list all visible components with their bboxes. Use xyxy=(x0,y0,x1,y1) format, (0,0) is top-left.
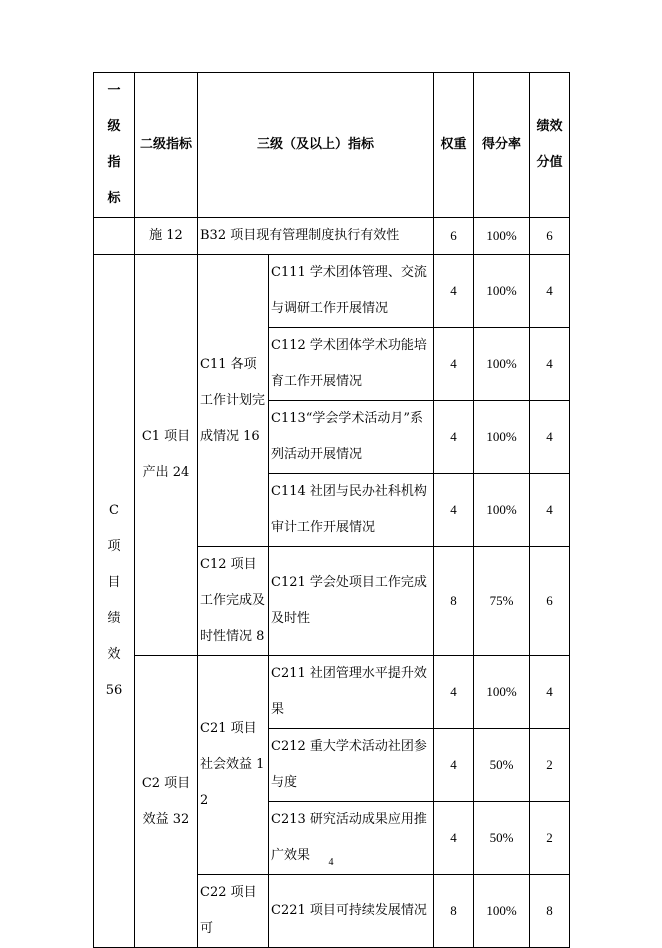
header-level2: 二级指标 xyxy=(135,73,198,218)
table-row xyxy=(94,218,570,255)
indicator-name: C112 学术团体学术功能培育工作开展情况 xyxy=(269,328,434,401)
table-row xyxy=(94,656,570,729)
weight-cell: 4 xyxy=(434,401,474,474)
level2-c1-cell: C1 项目产出 24 xyxy=(135,255,198,656)
empty-cell xyxy=(94,218,135,255)
weight-cell: 4 xyxy=(434,255,474,328)
score-cell: 2 xyxy=(530,729,570,802)
indicator-name: C111 学术团体管理、交流与调研工作开展情况 xyxy=(269,255,434,328)
score-cell: 4 xyxy=(530,656,570,729)
rate-cell: 100% xyxy=(474,218,530,255)
level3-c21-cell: C21 项目社会效益 12 xyxy=(198,656,269,875)
header-level3: 三级（及以上）指标 xyxy=(198,73,434,218)
level3-c11-cell: C11 各项工作计划完成情况 16 xyxy=(198,255,269,547)
header-level1: 一级指标 xyxy=(94,73,135,218)
weight-cell: 4 xyxy=(434,656,474,729)
rate-cell: 100% xyxy=(474,474,530,547)
score-cell: 2 xyxy=(530,802,570,875)
performance-table xyxy=(93,72,570,948)
indicator-name: C121 学会处项目工作完成及时性 xyxy=(269,547,434,656)
score-cell: 6 xyxy=(530,547,570,656)
level3-c12-cell: C12 项目工作完成及时性情况 8 xyxy=(198,547,269,656)
rate-cell: 100% xyxy=(474,328,530,401)
indicator-name: C212 重大学术活动社团参与度 xyxy=(269,729,434,802)
rate-cell: 50% xyxy=(474,802,530,875)
weight-cell: 4 xyxy=(434,474,474,547)
level2-cell: 施 12 xyxy=(135,218,198,255)
indicator-name: C221 项目可持续发展情况 xyxy=(269,875,434,948)
score-cell: 4 xyxy=(530,401,570,474)
weight-cell: 6 xyxy=(434,218,474,255)
level1-c-cell: C 项目绩效 56 xyxy=(94,255,135,948)
score-cell: 6 xyxy=(530,218,570,255)
rate-cell: 50% xyxy=(474,729,530,802)
rate-cell: 75% xyxy=(474,547,530,656)
level3-cell: B32 项目现有管理制度执行有效性 xyxy=(198,218,434,255)
score-cell: 4 xyxy=(530,255,570,328)
rate-cell: 100% xyxy=(474,255,530,328)
score-cell: 4 xyxy=(530,474,570,547)
rate-cell: 100% xyxy=(474,401,530,474)
indicator-name: C113“学会学术活动月”系列活动开展情况 xyxy=(269,401,434,474)
weight-cell: 4 xyxy=(434,328,474,401)
weight-cell: 8 xyxy=(434,875,474,948)
level3-c22-cell: C22 项目可 xyxy=(198,875,269,948)
weight-cell: 4 xyxy=(434,802,474,875)
rate-cell: 100% xyxy=(474,875,530,948)
weight-cell: 4 xyxy=(434,729,474,802)
indicator-name: C114 社团与民办社科机构审计工作开展情况 xyxy=(269,474,434,547)
header-row xyxy=(94,73,570,218)
rate-cell: 100% xyxy=(474,656,530,729)
indicator-name: C213 研究活动成果应用推广效果 xyxy=(269,802,434,875)
header-weight: 权重 xyxy=(434,73,474,218)
indicator-name: C211 社团管理水平提升效果 xyxy=(269,656,434,729)
page-number: 4 xyxy=(328,857,334,868)
header-score: 绩效分值 xyxy=(530,73,570,218)
score-cell: 4 xyxy=(530,328,570,401)
table-row xyxy=(94,255,570,328)
header-score-rate: 得分率 xyxy=(474,73,530,218)
level2-c2-cell: C2 项目效益 32 xyxy=(135,656,198,948)
weight-cell: 8 xyxy=(434,547,474,656)
score-cell: 8 xyxy=(530,875,570,948)
